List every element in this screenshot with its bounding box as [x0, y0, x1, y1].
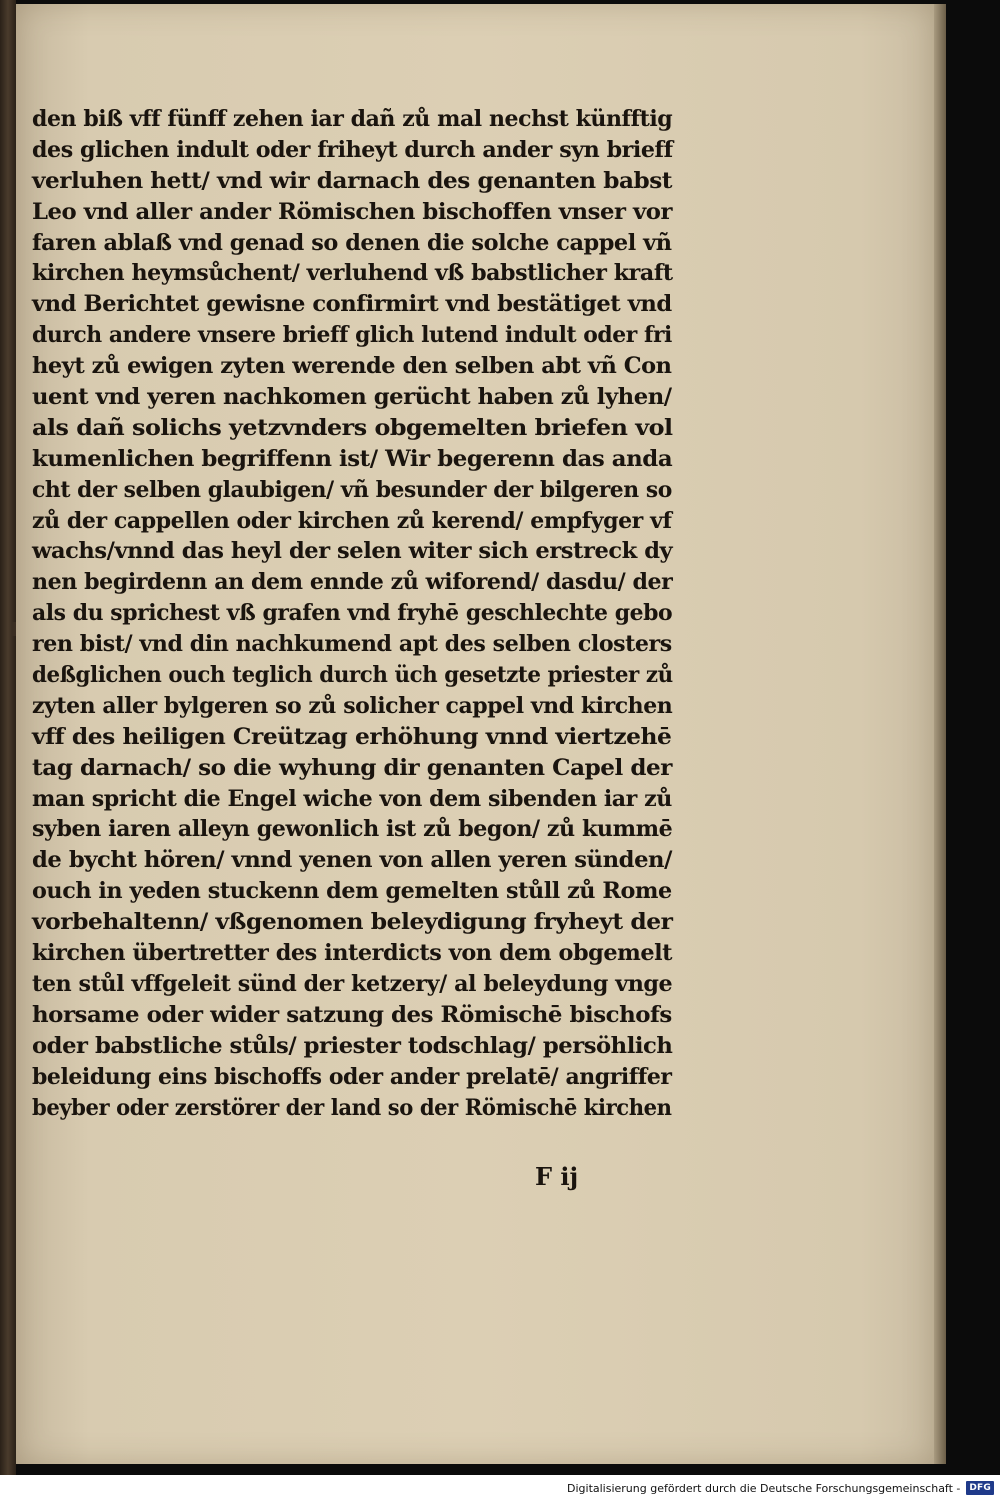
text-line: beyber oder zerstörer der land so der Römischē kirchen: [32, 1094, 672, 1121]
stray-mark: [12, 622, 16, 636]
text-line: des glichen indult oder friheyt durch ander syn brieff: [32, 136, 673, 163]
text-line: vnd Berichtet gewisne confirmirt vnd bestätiget vnd: [32, 291, 672, 318]
text-line: als dañ solichs yetzvnders obgemelten briefen vol: [32, 414, 673, 441]
text-line: zyten aller bylgeren so zů solicher cappel vnd kirchen: [32, 692, 673, 719]
text-line: Leo vnd aller ander Römischen bischoffen vnser vor: [32, 198, 673, 225]
text-line: de bycht hören/ vnnd yenen von allen yeren sünden/: [32, 847, 672, 874]
text-line: ouch in yeden stuckenn dem gemelten stůll zů Rome: [32, 878, 672, 905]
text-block: [32, 104, 672, 1123]
page-edge: [934, 4, 946, 1464]
text-line: vorbehaltenn/ vßgenomen beleydigung fryheyt der: [32, 909, 673, 936]
text-line: als du sprichest vß grafen vnd fryhē geschlechte gebo: [32, 600, 673, 627]
signature-mark: F ij: [535, 1162, 579, 1191]
text-line: faren ablaß vnd genad so denen die solche cappel vñ: [32, 229, 672, 256]
text-line: oder babstliche stůls/ priester todschlag/ persöhlich: [32, 1032, 673, 1059]
text-line: kumenlichen begriffenn ist/ Wir begerenn das anda: [32, 445, 673, 472]
text-line: tag darnach/ so die wyhung dir genanten Capel der: [32, 754, 672, 781]
text-line: vff des heiligen Creützag erhöhung vnnd viertzehē: [32, 723, 672, 750]
text-line: verluhen hett/ vnd wir darnach des genanten babst: [32, 167, 673, 194]
text-line: heyt zů ewigen zyten werende den selben abt vñ Con: [32, 353, 672, 380]
text-line: beleidung eins bischoffs oder ander prelatē/ angriffer: [32, 1063, 672, 1090]
text-line: ren bist/ vnd din nachkumend apt des selben closters: [32, 631, 672, 658]
text-line: wachs/vnnd das heyl der selen witer sich erstreck dy: [32, 538, 673, 565]
text-line: syben iaren alleyn gewonlich ist zů begon/ zů kummē: [32, 816, 673, 843]
text-line: cht der selben glaubigen/ vñ besunder der bilgeren so: [32, 476, 672, 503]
text-line: uent vnd yeren nachkomen gerücht haben zů lyhen/: [32, 384, 672, 411]
text-line: man spricht die Engel wiche von dem sibenden iar zů: [32, 785, 672, 812]
text-line: nen begirdenn an dem ennde zů wiforend/ dasdu/ der: [32, 569, 673, 596]
text-line: ten stůl vffgeleit sünd der ketzery/ al beleydung vnge: [32, 970, 673, 997]
dfg-logo-icon: DFG: [966, 1481, 994, 1495]
text-line: kirchen übertretter des interdicts von dem obgemelt: [32, 940, 673, 967]
text-line: zů der cappellen oder kirchen zů kerend/ empfyger vf: [32, 507, 672, 534]
text-line: deßglichen ouch teglich durch üch gesetzte priester zů: [32, 662, 673, 689]
funding-credit: Digitalisierung gefördert durch die Deutsche Forschungsgemeinschaft -: [567, 1481, 961, 1495]
text-line: den biß vff fünff zehen iar dañ zů mal nechst künfftig: [32, 106, 673, 132]
binding-edge: [0, 0, 16, 1475]
footer-bar: [0, 1475, 1000, 1501]
text-line: durch andere vnsere brieff glich lutend indult oder fri: [32, 322, 672, 349]
text-line: kirchen heymsůchent/ verluhend vß babstlicher kraft: [32, 260, 673, 287]
text-line: horsame oder wider satzung des Römischē bischofs: [32, 1001, 672, 1028]
